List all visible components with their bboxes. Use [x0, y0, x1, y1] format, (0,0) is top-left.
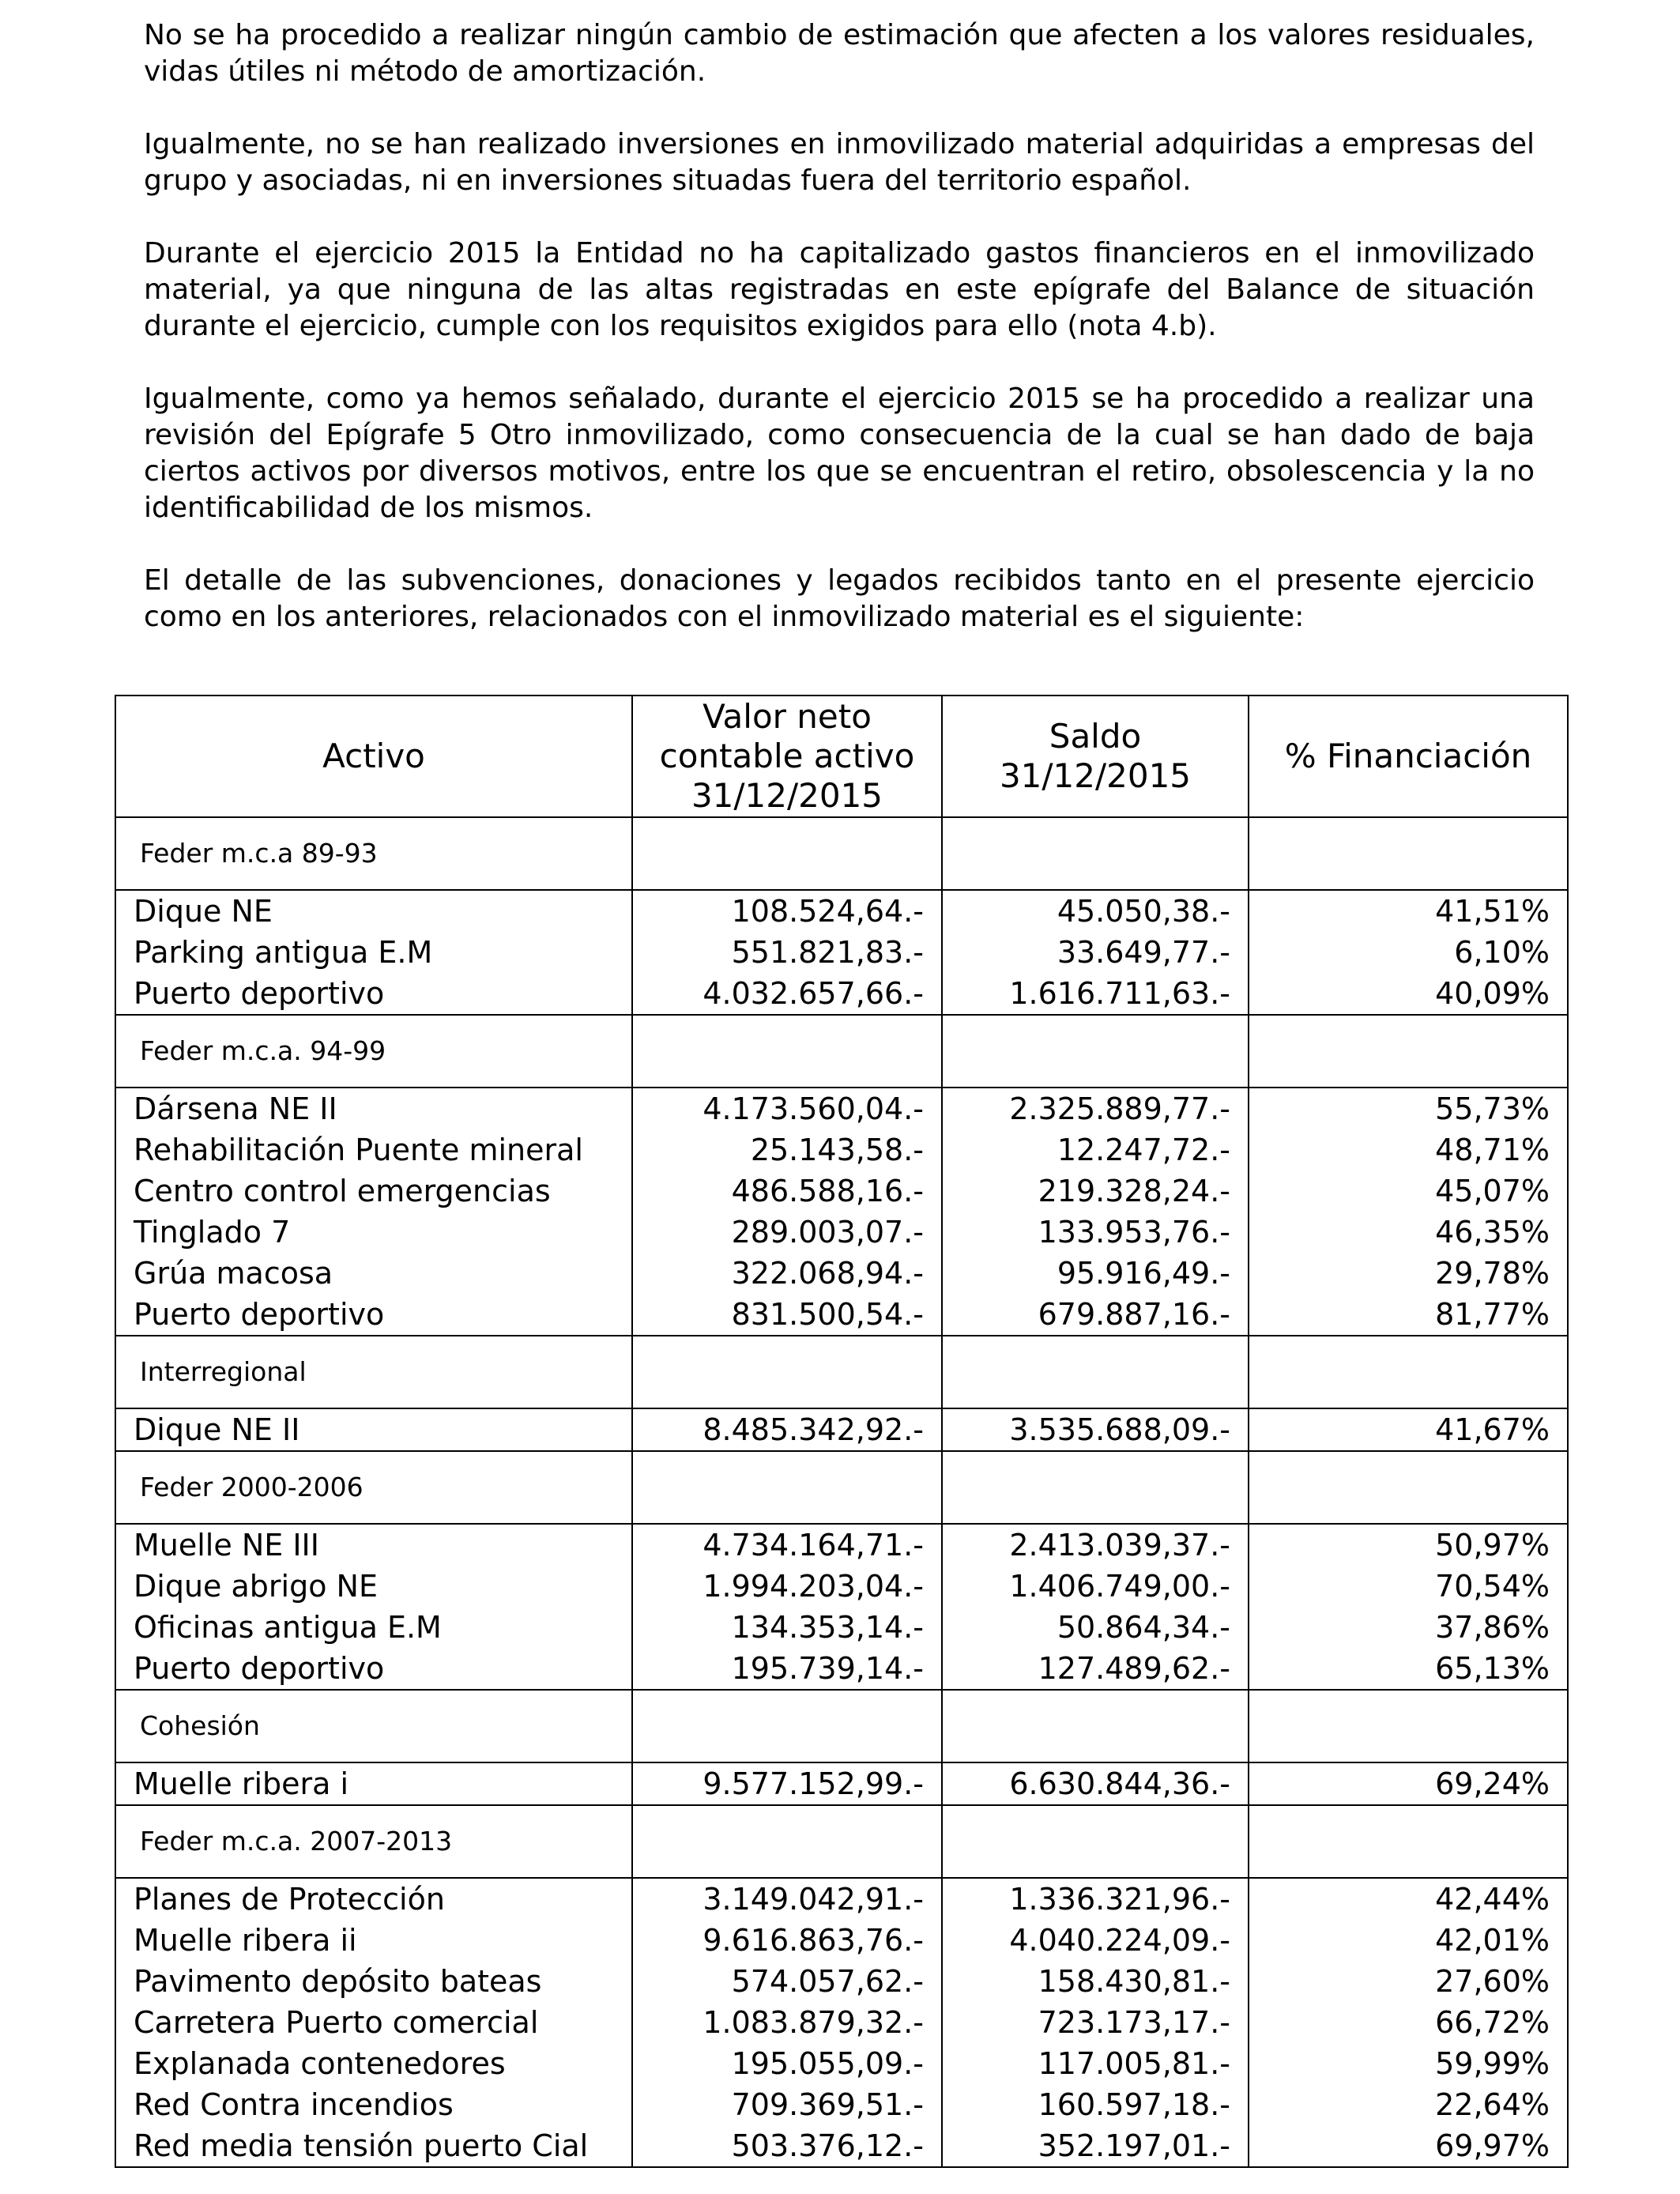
cell-financiacion: 50,97% [1249, 1524, 1568, 1566]
group-header-row [115, 1336, 1568, 1408]
cell-saldo: 33.649,77.- [942, 932, 1249, 973]
cell-valor-neto: 9.616.863,76.- [632, 1920, 942, 1961]
cell-valor-neto: 8.485.342,92.- [632, 1408, 942, 1451]
empty-cell [632, 1015, 942, 1088]
cell-saldo: 2.413.039,37.- [942, 1524, 1249, 1566]
empty-cell [632, 1805, 942, 1878]
cell-financiacion: 65,13% [1249, 1648, 1568, 1690]
cell-valor-neto: 195.739,14.- [632, 1648, 942, 1690]
table-row [115, 973, 1568, 1015]
cell-valor-neto: 289.003,07.- [632, 1212, 942, 1253]
empty-cell [632, 1336, 942, 1408]
cell-financiacion: 59,99% [1249, 2043, 1568, 2084]
table-header-row [115, 696, 1568, 817]
paragraph: Igualmente, como ya hemos señalado, durante el ejercicio 2015 se ha procedido a realizar una revisión del Epígrafe 5 Otro inmovilizado, como consecuencia de la cual se han dado de baja ciertos activos por diversos motivos, entre los que se encuentran el retiro, obsolescencia y la no identificabilidad de los mismos. [144, 383, 1535, 524]
table-body [115, 817, 1568, 2167]
group-header-row [115, 1690, 1568, 1762]
group-header-row [115, 1015, 1568, 1088]
header-activo: Activo [115, 696, 632, 817]
cell-saldo: 50.864,34.- [942, 1607, 1249, 1648]
group-label: Feder m.c.a 89-93 [115, 817, 632, 890]
cell-financiacion: 42,44% [1249, 1878, 1568, 1920]
header-financiacion: % Financiación [1249, 696, 1568, 817]
cell-activo: Puerto deportivo [115, 1648, 632, 1690]
cell-activo: Tinglado 7 [115, 1212, 632, 1253]
paragraph: Igualmente, no se han realizado inversiones en inmovilizado material adquiridas a empresas del grupo y asociadas, ni en inversiones situadas fuera del territorio español. [144, 128, 1535, 197]
table-row [115, 1920, 1568, 1961]
cell-activo: Carretera Puerto comercial [115, 2002, 632, 2043]
table-row [115, 1607, 1568, 1648]
cell-activo: Grúa macosa [115, 1253, 632, 1294]
cell-financiacion: 37,86% [1249, 1607, 1568, 1648]
cell-saldo: 3.535.688,09.- [942, 1408, 1249, 1451]
cell-financiacion: 41,51% [1249, 890, 1568, 932]
cell-activo: Oficinas antigua E.M [115, 1607, 632, 1648]
table-row [115, 2002, 1568, 2043]
group-label: Feder m.c.a. 94-99 [115, 1015, 632, 1088]
cell-financiacion: 22,64% [1249, 2084, 1568, 2125]
cell-valor-neto: 195.055,09.- [632, 2043, 942, 2084]
cell-valor-neto: 3.149.042,91.- [632, 1878, 942, 1920]
empty-cell [942, 1015, 1249, 1088]
header-saldo: Saldo 31/12/2015 [942, 696, 1249, 817]
cell-valor-neto: 831.500,54.- [632, 1294, 942, 1336]
empty-cell [1249, 1336, 1568, 1408]
table-row [115, 1648, 1568, 1690]
cell-financiacion: 42,01% [1249, 1920, 1568, 1961]
cell-saldo: 219.328,24.- [942, 1171, 1249, 1212]
cell-financiacion: 48,71% [1249, 1129, 1568, 1171]
cell-valor-neto: 134.353,14.- [632, 1607, 942, 1648]
empty-cell [632, 1690, 942, 1762]
paragraph: El detalle de las subvenciones, donaciones y legados recibidos tanto en el presente ejercicio como en los anteriores, relacionados con el inmovilizado material es el siguiente: [144, 564, 1535, 633]
cell-valor-neto: 551.821,83.- [632, 932, 942, 973]
table-row [115, 1212, 1568, 1253]
cell-saldo: 117.005,81.- [942, 2043, 1249, 2084]
cell-valor-neto: 4.734.164,71.- [632, 1524, 942, 1566]
empty-cell [942, 1805, 1249, 1878]
cell-valor-neto: 503.376,12.- [632, 2125, 942, 2167]
cell-valor-neto: 1.083.879,32.- [632, 2002, 942, 2043]
header-valor-neto: Valor neto contable activo 31/12/2015 [632, 696, 942, 817]
cell-saldo: 133.953,76.- [942, 1212, 1249, 1253]
cell-saldo: 4.040.224,09.- [942, 1920, 1249, 1961]
cell-activo: Pavimento depósito bateas [115, 1961, 632, 2002]
cell-financiacion: 46,35% [1249, 1212, 1568, 1253]
body-text [144, 17, 1535, 672]
group-header-row [115, 1805, 1568, 1878]
cell-saldo: 2.325.889,77.- [942, 1088, 1249, 1129]
cell-valor-neto: 709.369,51.- [632, 2084, 942, 2125]
cell-financiacion: 69,97% [1249, 2125, 1568, 2167]
cell-saldo: 1.406.749,00.- [942, 1566, 1249, 1607]
table-row [115, 1408, 1568, 1451]
cell-financiacion: 6,10% [1249, 932, 1568, 973]
cell-financiacion: 41,67% [1249, 1408, 1568, 1451]
cell-saldo: 160.597,18.- [942, 2084, 1249, 2125]
group-header-row [115, 1451, 1568, 1524]
table-row [115, 1129, 1568, 1171]
cell-activo: Dársena NE II [115, 1088, 632, 1129]
table-row [115, 890, 1568, 932]
empty-cell [942, 1451, 1249, 1524]
cell-valor-neto: 108.524,64.- [632, 890, 942, 932]
cell-activo: Puerto deportivo [115, 973, 632, 1015]
group-label: Cohesión [115, 1690, 632, 1762]
cell-activo: Dique NE II [115, 1408, 632, 1451]
table-row [115, 1566, 1568, 1607]
table-row [115, 1171, 1568, 1212]
empty-cell [942, 1336, 1249, 1408]
cell-saldo: 127.489,62.- [942, 1648, 1249, 1690]
empty-cell [1249, 1690, 1568, 1762]
paragraph: Durante el ejercicio 2015 la Entidad no ha capitalizado gastos financieros en el inmovilizado material, ya que ninguna de las altas registradas en este epígrafe del Balance de situación durante el ejercicio, cumple con los requisitos exigidos para ello (nota 4.b). [144, 237, 1535, 342]
cell-financiacion: 45,07% [1249, 1171, 1568, 1212]
cell-saldo: 45.050,38.- [942, 890, 1249, 932]
cell-valor-neto: 574.057,62.- [632, 1961, 942, 2002]
cell-activo: Planes de Protección [115, 1878, 632, 1920]
cell-valor-neto: 486.588,16.- [632, 1171, 942, 1212]
cell-valor-neto: 4.173.560,04.- [632, 1088, 942, 1129]
empty-cell [1249, 1805, 1568, 1878]
table-row [115, 1294, 1568, 1336]
cell-activo: Red media tensión puerto Cial [115, 2125, 632, 2167]
cell-valor-neto: 9.577.152,99.- [632, 1762, 942, 1805]
table-row [115, 2084, 1568, 2125]
table-row [115, 1961, 1568, 2002]
table-row [115, 2043, 1568, 2084]
empty-cell [942, 817, 1249, 890]
cell-saldo: 679.887,16.- [942, 1294, 1249, 1336]
cell-saldo: 723.173,17.- [942, 2002, 1249, 2043]
table-row [115, 2125, 1568, 2167]
empty-cell [1249, 817, 1568, 890]
cell-activo: Dique NE [115, 890, 632, 932]
group-header-row [115, 817, 1568, 890]
table-row [115, 1762, 1568, 1805]
table-row [115, 1253, 1568, 1294]
cell-financiacion: 27,60% [1249, 1961, 1568, 2002]
cell-financiacion: 81,77% [1249, 1294, 1568, 1336]
cell-activo: Puerto deportivo [115, 1294, 632, 1336]
cell-saldo: 1.616.711,63.- [942, 973, 1249, 1015]
cell-financiacion: 40,09% [1249, 973, 1568, 1015]
cell-financiacion: 55,73% [1249, 1088, 1568, 1129]
cell-saldo: 6.630.844,36.- [942, 1762, 1249, 1805]
cell-saldo: 1.336.321,96.- [942, 1878, 1249, 1920]
empty-cell [632, 817, 942, 890]
table-row [115, 1524, 1568, 1566]
group-label: Feder 2000-2006 [115, 1451, 632, 1524]
group-label: Interregional [115, 1336, 632, 1408]
subsidies-table [115, 695, 1569, 2168]
cell-valor-neto: 322.068,94.- [632, 1253, 942, 1294]
cell-activo: Rehabilitación Puente mineral [115, 1129, 632, 1171]
cell-activo: Dique abrigo NE [115, 1566, 632, 1607]
cell-saldo: 95.916,49.- [942, 1253, 1249, 1294]
cell-financiacion: 29,78% [1249, 1253, 1568, 1294]
cell-saldo: 158.430,81.- [942, 1961, 1249, 2002]
cell-valor-neto: 1.994.203,04.- [632, 1566, 942, 1607]
cell-activo: Explanada contenedores [115, 2043, 632, 2084]
cell-activo: Red Contra incendios [115, 2084, 632, 2125]
table-row [115, 932, 1568, 973]
empty-cell [1249, 1451, 1568, 1524]
cell-activo: Muelle ribera ii [115, 1920, 632, 1961]
cell-valor-neto: 4.032.657,66.- [632, 973, 942, 1015]
cell-activo: Muelle NE III [115, 1524, 632, 1566]
cell-financiacion: 66,72% [1249, 2002, 1568, 2043]
cell-valor-neto: 25.143,58.- [632, 1129, 942, 1171]
table-row [115, 1878, 1568, 1920]
table-row [115, 1088, 1568, 1129]
cell-activo: Centro control emergencias [115, 1171, 632, 1212]
cell-saldo: 12.247,72.- [942, 1129, 1249, 1171]
cell-activo: Muelle ribera i [115, 1762, 632, 1805]
empty-cell [942, 1690, 1249, 1762]
cell-financiacion: 69,24% [1249, 1762, 1568, 1805]
paragraph: No se ha procedido a realizar ningún cambio de estimación que afecten a los valores residuales, vidas útiles ni método de amortización. [144, 19, 1535, 88]
group-label: Feder m.c.a. 2007-2013 [115, 1805, 632, 1878]
cell-activo: Parking antigua E.M [115, 932, 632, 973]
empty-cell [632, 1451, 942, 1524]
empty-cell [1249, 1015, 1568, 1088]
cell-saldo: 352.197,01.- [942, 2125, 1249, 2167]
cell-financiacion: 70,54% [1249, 1566, 1568, 1607]
